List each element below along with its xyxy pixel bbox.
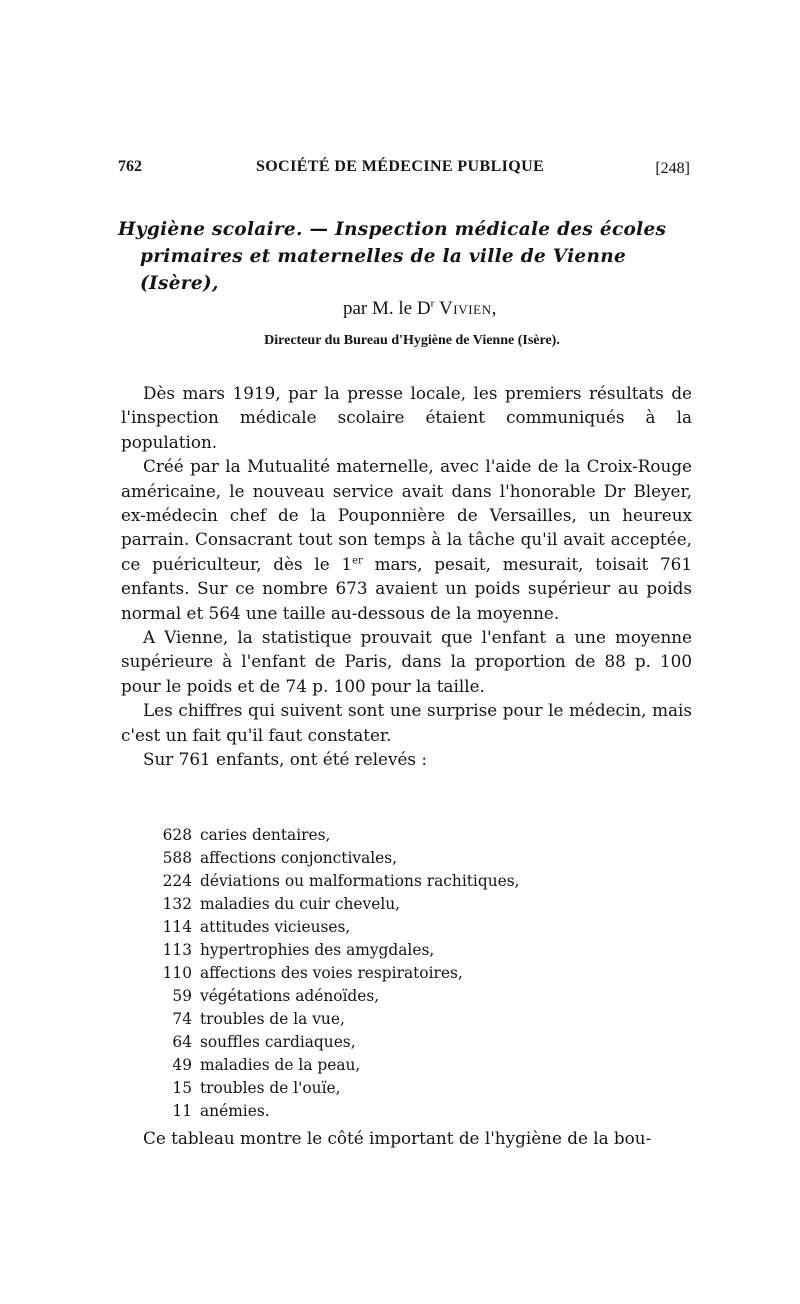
finding-label: troubles de la vue, (200, 1010, 345, 1028)
paragraph-text: mars, pesait, mesurait, toisait 761 enfants. Sur ce nombre 673 avaient un poids supérieur au poids normal et 564 une taille au-dessous de la moyenne. (121, 553, 692, 623)
finding-label: attitudes vicieuses, (200, 918, 351, 936)
finding-label: maladies du cuir chevelu, (200, 895, 401, 913)
title-line: (Isère), (140, 273, 219, 294)
list-item (158, 1031, 638, 1054)
list-item (158, 916, 638, 939)
finding-count: 59 (172, 987, 192, 1005)
paragraph-text: Créé par la Mutualité maternelle, avec l'aide de la Croix-Rouge américaine, le nouveau service avait dans l'honorable Dr Bleyer, ex-médecin chef de la Pouponnière de Versailles, un heureux parrain. Consacrant tout son temps à la tâche qu'il avait acceptée, ce puériculteur, dès le 1 (121, 456, 692, 574)
finding-label: souffles cardiaques, (200, 1033, 356, 1051)
finding-count: 114 (162, 918, 192, 936)
finding-count: 628 (162, 826, 192, 844)
paragraph: Sur 761 enfants, ont été relevés : (143, 749, 428, 770)
paragraph (121, 454, 692, 625)
finding-label: végétations adénoïdes, (200, 987, 380, 1005)
finding-label: troubles de l'ouïe, (200, 1079, 341, 1097)
running-head (118, 158, 690, 182)
finding-label: hypertrophies des amygdales, (200, 941, 435, 959)
finding-count: 588 (162, 849, 192, 867)
closing-line: Ce tableau montre le côté important de l'hygiène de la bou- (143, 1128, 652, 1148)
superscript: er (352, 555, 363, 567)
finding-count: 224 (162, 872, 192, 890)
finding-count: 110 (162, 964, 192, 982)
list-item (158, 1100, 638, 1123)
finding-count: 74 (172, 1010, 192, 1028)
list-item (158, 939, 638, 962)
author-name: Vivien, (438, 298, 498, 320)
finding-count: 132 (162, 895, 192, 913)
finding-label: maladies de la peau, (200, 1056, 361, 1074)
list-item (158, 1054, 638, 1077)
list-item (158, 962, 638, 985)
finding-label: caries dentaires, (200, 826, 331, 844)
finding-count: 15 (172, 1079, 192, 1097)
author-affiliation (0, 333, 800, 349)
list-item (158, 824, 638, 847)
list-item (158, 870, 638, 893)
list-item (158, 893, 638, 916)
finding-count: 113 (162, 941, 192, 959)
article-title (118, 216, 694, 297)
affiliation-text: Directeur du Bureau d'Hygiène de Vienne (Isère). (264, 333, 560, 348)
page-number: 762 (118, 158, 142, 175)
paragraph: Les chiffres qui suivent sont une surprise pour le médecin, mais c'est un fait qu'il faut constater. (121, 700, 692, 745)
byline-prefix: par M. le D (342, 298, 431, 320)
list-item (158, 1077, 638, 1100)
finding-label: affections conjonctivales, (200, 849, 398, 867)
finding-label: déviations ou malformations rachitiques, (200, 872, 520, 890)
journal-title: SOCIÉTÉ DE MÉDECINE PUBLIQUE (256, 158, 545, 175)
finding-label: anémies. (200, 1102, 270, 1120)
finding-label: affections des voies respiratoires, (200, 964, 463, 982)
findings-list (158, 824, 638, 1123)
list-item (158, 985, 638, 1008)
list-item (158, 847, 638, 870)
title-line: Hygiène scolaire. — Inspection médicale des écoles (118, 219, 667, 240)
paragraph: Dès mars 1919, par la presse locale, les premiers résultats de l'inspection médicale scolaire étaient communiqués à la population. (121, 383, 692, 452)
author-byline (0, 298, 800, 320)
bracket-page-number: [248] (655, 160, 690, 177)
title-line: primaires et maternelles de la ville de Vienne (140, 246, 627, 267)
finding-count: 49 (172, 1056, 192, 1074)
byline-superscript: r (430, 298, 435, 310)
article-body (121, 381, 692, 772)
finding-count: 64 (172, 1033, 192, 1051)
finding-count: 11 (172, 1102, 192, 1120)
list-item (158, 1008, 638, 1031)
paragraph: A Vienne, la statistique prouvait que l'enfant a une moyenne supérieure à l'enfant de Paris, dans la proportion de 88 p. 100 pour le poids et de 74 p. 100 pour la taille. (121, 627, 692, 696)
